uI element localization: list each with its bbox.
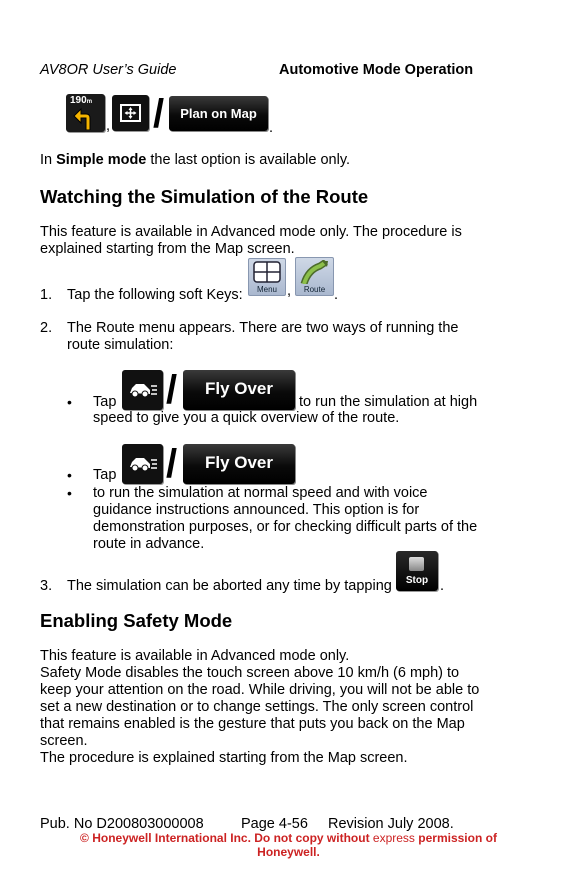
bullet-b-dot: •: [67, 467, 72, 483]
footer-copyright-line-1: © Honeywell International Inc. Do not copy without express permission of: [80, 831, 497, 845]
guide-title: AV8OR User’s Guide: [40, 62, 177, 78]
plan-on-map-button: Plan on Map: [169, 96, 268, 131]
safety-line-6: screen.: [40, 733, 88, 749]
safety-line-7: The procedure is explained starting from the Map screen.: [40, 750, 408, 766]
turn-left-arrow-icon: [66, 94, 105, 132]
footer-pub-no: Pub. No D200803000008: [40, 816, 204, 832]
stop-square-icon: [409, 557, 424, 571]
intro-line-2: explained starting from the Map screen.: [40, 241, 295, 257]
bullet-c-dot: •: [67, 485, 72, 501]
softkey-period: .: [334, 287, 339, 303]
bullet-a-line-1: to run the simulation at high: [299, 394, 478, 410]
simple-mode-note: In Simple mode the last option is available only.: [40, 152, 351, 168]
route-softkey-label: Route: [303, 285, 326, 294]
fly-over-button-a: Fly Over: [183, 370, 295, 410]
section-heading-simulation: Watching the Simulation of the Route: [40, 186, 369, 207]
section-heading-safety-mode: Enabling Safety Mode: [40, 610, 233, 631]
fit-to-screen-icon: [112, 95, 149, 131]
safety-line-4: set a new destination or to change settings. The only screen control: [40, 699, 474, 715]
slash-separator-a: /: [166, 368, 178, 412]
bullet-a-line-2: speed to give you a quick overview of the route.: [93, 410, 400, 426]
bullet-c-line-2: guidance instructions announced. This option is for: [93, 502, 420, 518]
menu-softkey-icon: [248, 258, 286, 296]
stop-button-icon: [396, 551, 438, 591]
bullet-c-line-1: to run the simulation at normal speed and with voice: [93, 485, 428, 501]
softkey-comma: ,: [287, 283, 292, 299]
stop-period: .: [440, 578, 445, 594]
safety-line-2: Safety Mode disables the touch screen above 10 km/h (6 mph) to: [40, 665, 460, 681]
icon-comma: ,: [106, 118, 111, 134]
step-3-number: 3.: [40, 578, 53, 594]
bullet-b-tap: Tap: [93, 467, 117, 483]
slash-separator-b: /: [166, 442, 178, 486]
footer-revision: Revision July 2008.: [328, 816, 454, 832]
step-3-text: The simulation can be aborted any time by tapping: [67, 578, 392, 594]
turn-unit: m: [86, 99, 93, 105]
safety-line-3: keep your attention on the road. While driving, you will not be able to: [40, 682, 480, 698]
step-2-line-2: route simulation:: [67, 337, 174, 353]
slash-separator: /: [153, 92, 165, 136]
footer-page: Page 4-56: [241, 816, 308, 832]
car-simulation-icon: [122, 370, 163, 410]
simple-mode-bold: Simple mode: [56, 152, 147, 168]
bullet-a-dot: •: [67, 394, 72, 410]
intro-line-1: This feature is available in Advanced mode only. The procedure is: [40, 224, 462, 240]
step-1-number: 1.: [40, 287, 53, 303]
menu-softkey-label: Menu: [256, 285, 277, 294]
car-simulation-icon-b: [122, 444, 163, 484]
route-softkey-icon: [295, 257, 334, 296]
stop-label: Stop: [405, 575, 429, 586]
section-title: Automotive Mode Operation: [279, 62, 474, 78]
bullet-c-line-3: demonstration purposes, or for checking difficult parts of the: [93, 519, 478, 535]
turn-distance: 190: [70, 95, 87, 106]
safety-line-5: that remains enabled is the gesture that puts you back on the Map: [40, 716, 465, 732]
fly-over-button-b: Fly Over: [183, 444, 295, 484]
bullet-c-line-4: route in advance.: [93, 536, 205, 552]
step-2-number: 2.: [40, 320, 53, 336]
icon-period: .: [269, 120, 274, 136]
step-1-text: Tap the following soft Keys:: [67, 287, 243, 303]
step-2-line-1: The Route menu appears. There are two ways of running the: [67, 320, 459, 336]
bullet-a-tap: Tap: [93, 394, 117, 410]
safety-line-1: This feature is available in Advanced mode only.: [40, 648, 350, 664]
footer-copyright-line-2: Honeywell.: [257, 845, 320, 859]
